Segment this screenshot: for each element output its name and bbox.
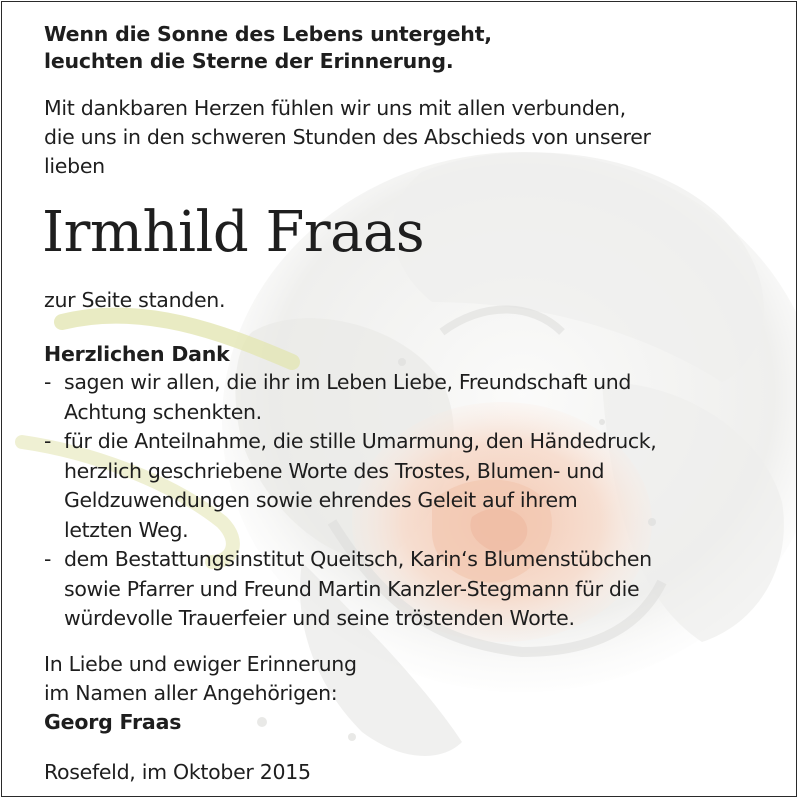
after-name-text: zur Seite standen. [44, 288, 226, 312]
thanks-item-line: letzten Weg. [64, 517, 189, 542]
signer-name: Georg Fraas [44, 710, 182, 734]
headline-line-2: leuchten die Sterne der Erinnerung. [44, 49, 454, 73]
deceased-name: Irmhild Fraas [42, 200, 425, 265]
thanks-item-line: dem Bestattungsinstitut Queitsch, Karin‘s Blumenstübchen [64, 547, 652, 571]
headline-line-1: Wenn die Sonne des Lebens untergeht, [44, 22, 492, 46]
closing-line-2: im Namen aller Angehörigen: [44, 681, 338, 705]
dash-bullet: - [44, 429, 52, 453]
thanks-heading: Herzlichen Dank [44, 342, 230, 366]
thanks-item [44, 545, 784, 634]
thanks-list [44, 368, 784, 634]
thanks-item-line: herzlich geschriebene Worte des Trostes, Blumen- und [64, 458, 605, 483]
thanks-item-line: Achtung schenkten. [64, 399, 262, 424]
thanks-item [44, 368, 784, 427]
closing-line-1: In Liebe und ewiger Erinnerung [44, 652, 357, 676]
intro-line-2: die uns in den schweren Stunden des Abschieds von unserer [44, 125, 651, 149]
dash-bullet: - [44, 547, 52, 571]
thanks-item-line: Geldzuwendungen sowie ehrendes Geleit auf ihrem [64, 488, 578, 512]
thanks-item-line: sagen wir allen, die ihr im Leben Liebe, Freundschaft und [64, 370, 632, 394]
intro-text [44, 94, 651, 181]
dash-bullet: - [44, 370, 52, 394]
obituary-notice [1, 1, 797, 797]
thanks-item [44, 427, 784, 545]
closing-text [44, 650, 357, 708]
place-and-date: Rosefeld, im Oktober 2015 [44, 760, 311, 784]
intro-line-3: lieben [44, 154, 105, 178]
intro-line-1: Mit dankbaren Herzen fühlen wir uns mit allen verbunden, [44, 96, 626, 120]
thanks-item-line: für die Anteilnahme, die stille Umarmung, den Händedruck, [64, 429, 657, 453]
thanks-item-line: sowie Pfarrer und Freund Martin Kanzler-Stegmann für die [64, 576, 640, 601]
headline-verse [44, 21, 492, 75]
thanks-item-line: würdevolle Trauerfeier und seine tröstenden Worte. [64, 606, 575, 630]
